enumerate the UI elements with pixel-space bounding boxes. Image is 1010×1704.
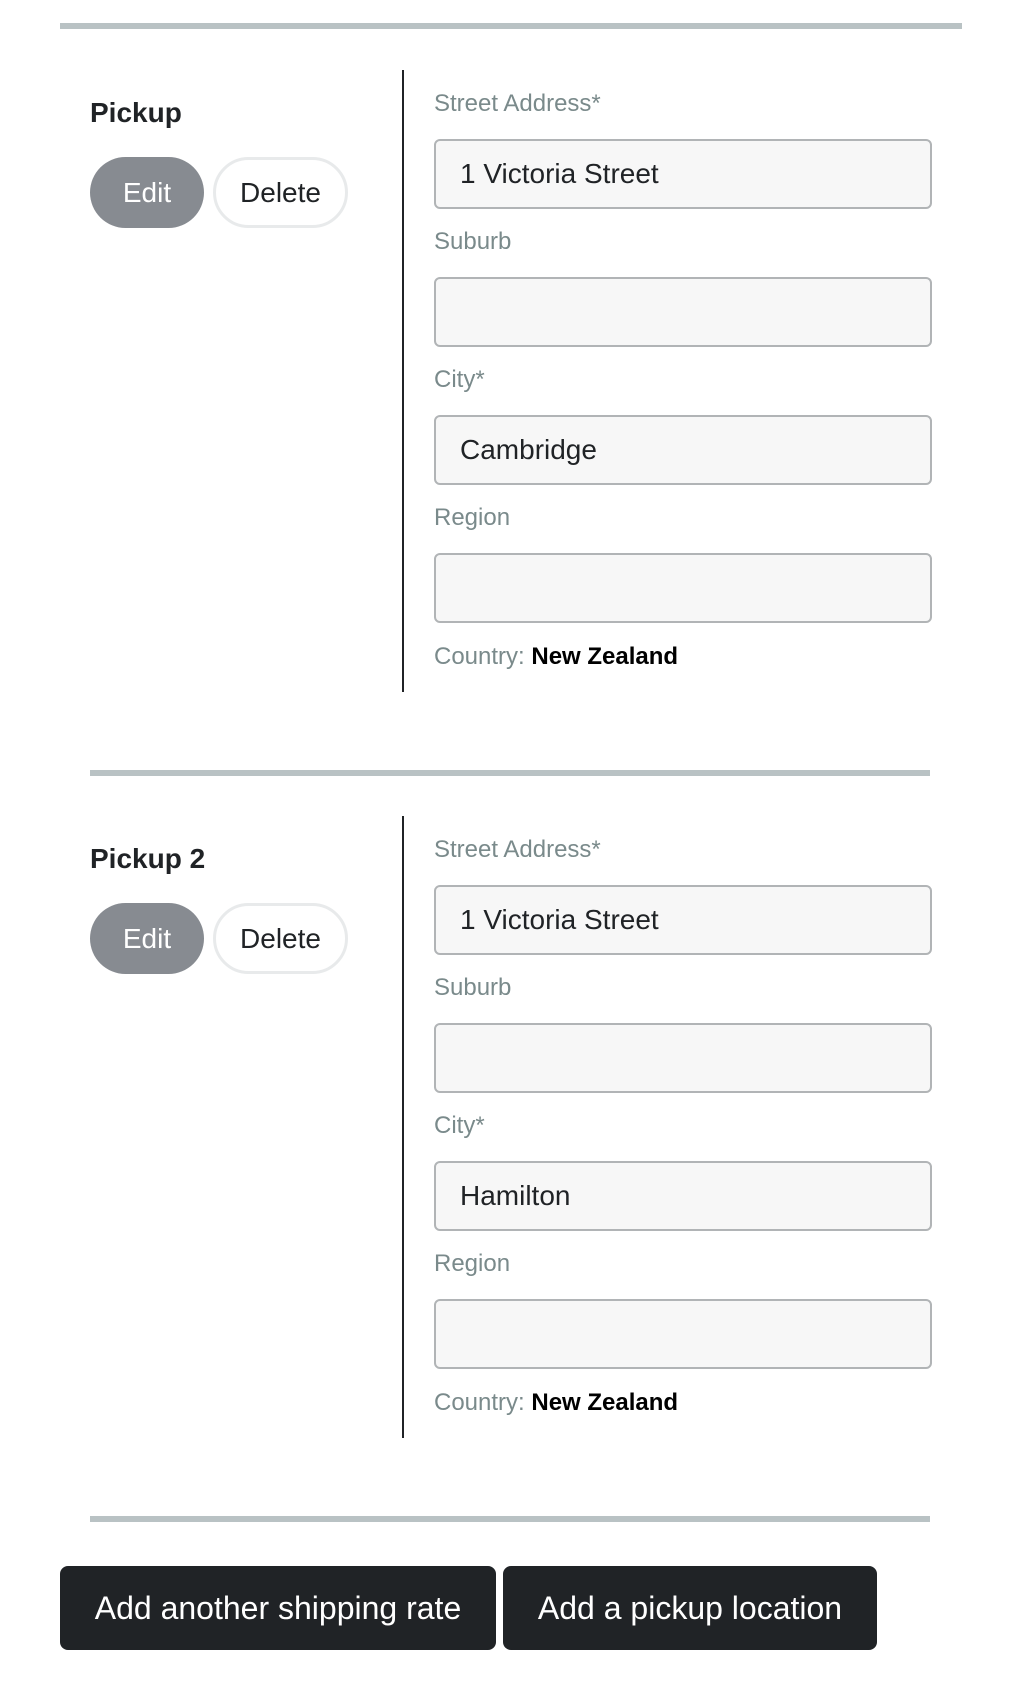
country-label: Country: (434, 1389, 525, 1416)
pickup-actions (90, 903, 348, 974)
delete-button[interactable]: Delete (213, 903, 348, 974)
pickup-section-2 (90, 816, 940, 1438)
region-field[interactable] (434, 1299, 932, 1369)
pickup-title: Pickup 2 (90, 843, 206, 874)
suburb-label: Suburb (434, 228, 512, 255)
section-divider-middle (90, 770, 930, 776)
edit-button[interactable]: Edit (90, 903, 204, 974)
vertical-divider (402, 70, 404, 692)
delete-button[interactable]: Delete (213, 157, 348, 228)
country-label: Country: (434, 643, 525, 670)
add-pickup-location-button[interactable]: Add a pickup location (503, 1566, 877, 1650)
city-field[interactable]: Cambridge (434, 415, 932, 485)
country-line (434, 1389, 678, 1417)
suburb-field[interactable] (434, 1023, 932, 1093)
pickup-section-1 (90, 70, 940, 692)
street-address-field[interactable]: 1 Victoria Street (434, 139, 932, 209)
city-field[interactable]: Hamilton (434, 1161, 932, 1231)
street-address-label: Street Address* (434, 90, 601, 117)
pickup-title: Pickup (90, 97, 182, 128)
region-label: Region (434, 1250, 511, 1277)
street-address-field[interactable]: 1 Victoria Street (434, 885, 932, 955)
edit-button[interactable]: Edit (90, 157, 204, 228)
section-divider-top (60, 23, 962, 29)
section-divider-bottom (90, 1516, 930, 1522)
region-field[interactable] (434, 553, 932, 623)
suburb-label: Suburb (434, 974, 512, 1001)
country-value: New Zealand (531, 1389, 679, 1416)
pickup-actions (90, 157, 348, 228)
add-shipping-rate-button[interactable]: Add another shipping rate (60, 1566, 496, 1650)
city-label: City* (434, 366, 485, 393)
vertical-divider (402, 816, 404, 1438)
suburb-field[interactable] (434, 277, 932, 347)
country-value: New Zealand (531, 643, 679, 670)
street-address-label: Street Address* (434, 836, 601, 863)
city-label: City* (434, 1112, 485, 1139)
region-label: Region (434, 504, 511, 531)
country-line (434, 643, 678, 671)
